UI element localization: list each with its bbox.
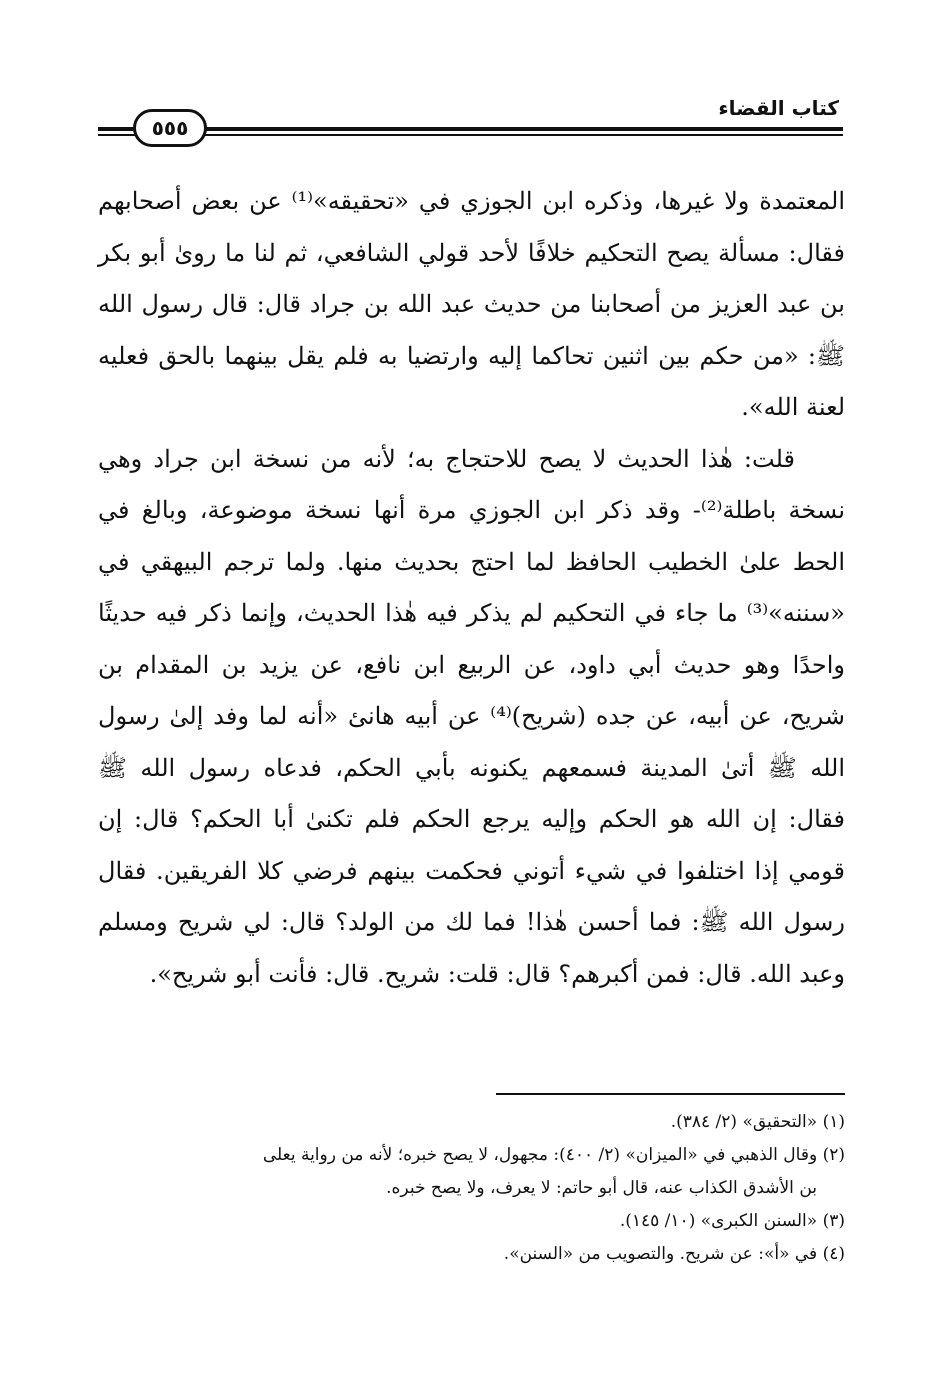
footnote-1: (١) «التحقيق» (٢/ ٣٨٤). [670, 1112, 845, 1132]
header-rule-thick [98, 127, 843, 131]
page-header [98, 92, 843, 150]
footnote-4: (٤) في «أ»: عن شريح. والتصويب من «السنن». [503, 1244, 845, 1264]
footnote-3: (٣) «السنن الكبرى» (١٠/ ١٤٥). [619, 1211, 845, 1231]
footnote-2: (٢) وقال الذهبي في «الميزان» (٢/ ٤٠٠): مجهول، لا يصح خبره؛ لأنه من رواية يعلى [262, 1145, 845, 1165]
body-paragraph-2: قلت: هٰذا الحديث لا يصح للاحتجاج به؛ لأنه من نسخة ابن جراد وهي نسخة باطلة⁽²⁾- وقد ذكر ابن الجوزي مرة أنها نسخة موضوعة، وبالغ في الحط علىٰ الخطيب الحافظ لما احتج بحديث منها. ولما ترجم البيهقي في «سننه»⁽³⁾ ما جاء في التحكيم لم يذكر فيه هٰذا الحديث، وإنما ذكر فيه حديثًا واحدًا وهو حديث أبي داود، عن الربيع ابن نافع، عن يزيد بن المقدام بن شريح، عن أبيه، عن جده (شريح)⁽⁴⁾ عن أبيه هانئ «أنه لما وفد إلىٰ رسول الله ﷺ أتىٰ المدينة فسمعهم يكنونه بأبي الحكم، فدعاه رسول الله ﷺ فقال: إن الله هو الحكم وإليه يرجع الحكم فلم تكنىٰ أبا الحكم؟ قال: إن قومي إذا اختلفوا في شيء أتوني فحكمت بينهم فرضي كلا الفريقين. فقال رسول الله ﷺ: فما أحسن هٰذا! فما لك من الولد؟ قال: لي شريح ومسلم وعبد الله. قال: فمن أكبرهم؟ قال: قلت: شريح. قال: فأنت أبو شريح». [98, 444, 846, 988]
running-title: كتاب القضاء [718, 96, 839, 120]
footnote-separator [496, 1093, 845, 1095]
page-number: ٥٥٥ [133, 109, 207, 147]
header-rule-thin [98, 134, 843, 136]
main-text [98, 176, 845, 1000]
body-paragraph-1: المعتمدة ولا غيرها، وذكره ابن الجوزي في «تحقيقه»⁽¹⁾ عن بعض أصحابهم فقال: مسألة يصح التحكيم خلافًا لأحد قولي الشافعي، ثم لنا ما روىٰ أبو بكر بن عبد العزيز من أصحابنا من حديث عبد الله بن جراد قال: قال رسول الله ﷺ: «من حكم بين اثنين تحاكما إليه وارتضيا به فلم يقل بينهما بالحق فعليه لعنة الله». [98, 187, 846, 421]
footnotes [98, 1106, 845, 1271]
footnote-2-continuation: بن الأشدق الكذاب عنه، قال أبو حاتم: لا يعرف، ولا يصح خبره. [386, 1178, 817, 1198]
